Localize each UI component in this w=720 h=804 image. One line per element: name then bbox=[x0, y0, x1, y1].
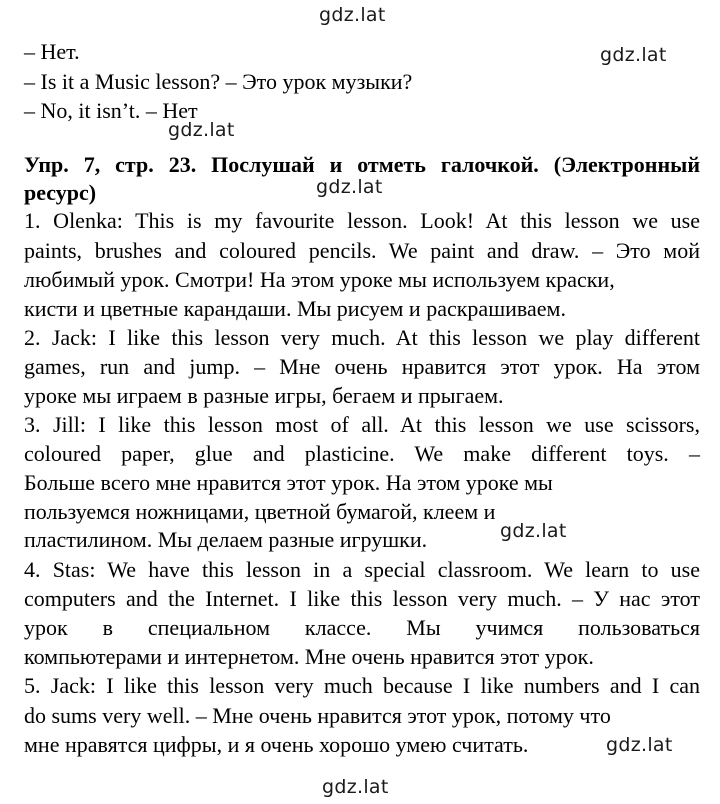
text-line: 4. Stas: We have this lesson in a special classroom. We learn to use bbox=[24, 557, 700, 582]
exercise-heading-continued: ресурс) bbox=[24, 180, 97, 205]
dialogue-line: – No, it isn’t. – Нет bbox=[24, 98, 198, 123]
watermark-text: gdz.lat bbox=[319, 4, 386, 26]
exercise-heading: Упр. 7, стр. 23. Послушай и отметь галочкой. (Электронный bbox=[24, 152, 700, 177]
text-line: paints, brushes and coloured pencils. We paint and draw. – Это мой bbox=[24, 238, 700, 263]
text-line: 5. Jack: I like this lesson very much because I like numbers and I can bbox=[24, 673, 700, 698]
text-line: урок в специальном классе. Мы учимся пользоваться bbox=[24, 615, 700, 640]
text-line: coloured paper, glue and plasticine. We make different toys. – bbox=[24, 441, 700, 466]
text-line: любимый урок. Смотри! На этом уроке мы используем краски, bbox=[24, 267, 615, 292]
watermark-text: gdz.lat bbox=[606, 734, 673, 756]
text-line: пользуемся ножницами, цветной бумагой, клеем и bbox=[24, 499, 496, 524]
text-line: computers and the Internet. I like this lesson very much. – У нас этот bbox=[24, 586, 700, 611]
text-line: Больше всего мне нравится этот урок. На этом уроке мы bbox=[24, 470, 553, 495]
dialogue-line: – Нет. bbox=[24, 39, 80, 64]
watermark-text: gdz.lat bbox=[322, 776, 389, 798]
text-line: кисти и цветные карандаши. Мы рисуем и раскрашиваем. bbox=[24, 296, 566, 321]
watermark-text: gdz.lat bbox=[168, 119, 235, 141]
watermark-text: gdz.lat bbox=[600, 44, 667, 66]
text-line: мне нравятся цифры, и я очень хорошо умею считать. bbox=[24, 732, 529, 757]
text-line: 1. Olenka: This is my favourite lesson. Look! At this lesson we use bbox=[24, 208, 700, 233]
watermark-text: gdz.lat bbox=[316, 176, 383, 198]
dialogue-line: – Is it a Music lesson? – Это урок музыки? bbox=[24, 69, 413, 94]
watermark-text: gdz.lat bbox=[500, 520, 567, 542]
text-line: пластилином. Мы делаем разные игрушки. bbox=[24, 527, 428, 552]
text-line: 2. Jack: I like this lesson very much. At this lesson we play different bbox=[24, 325, 700, 350]
text-line: компьютерами и интернетом. Мне очень нравится этот урок. bbox=[24, 644, 594, 669]
text-line: games, run and jump. – Мне очень нравится этот урок. На этом bbox=[24, 354, 700, 379]
text-line: 3. Jill: I like this lesson most of all. At this lesson we use scissors, bbox=[24, 412, 700, 437]
text-line: уроке мы играем в разные игры, бегаем и прыгаем. bbox=[24, 383, 504, 408]
text-line: do sums very well. – Мне очень нравится этот урок, потому что bbox=[24, 703, 611, 728]
